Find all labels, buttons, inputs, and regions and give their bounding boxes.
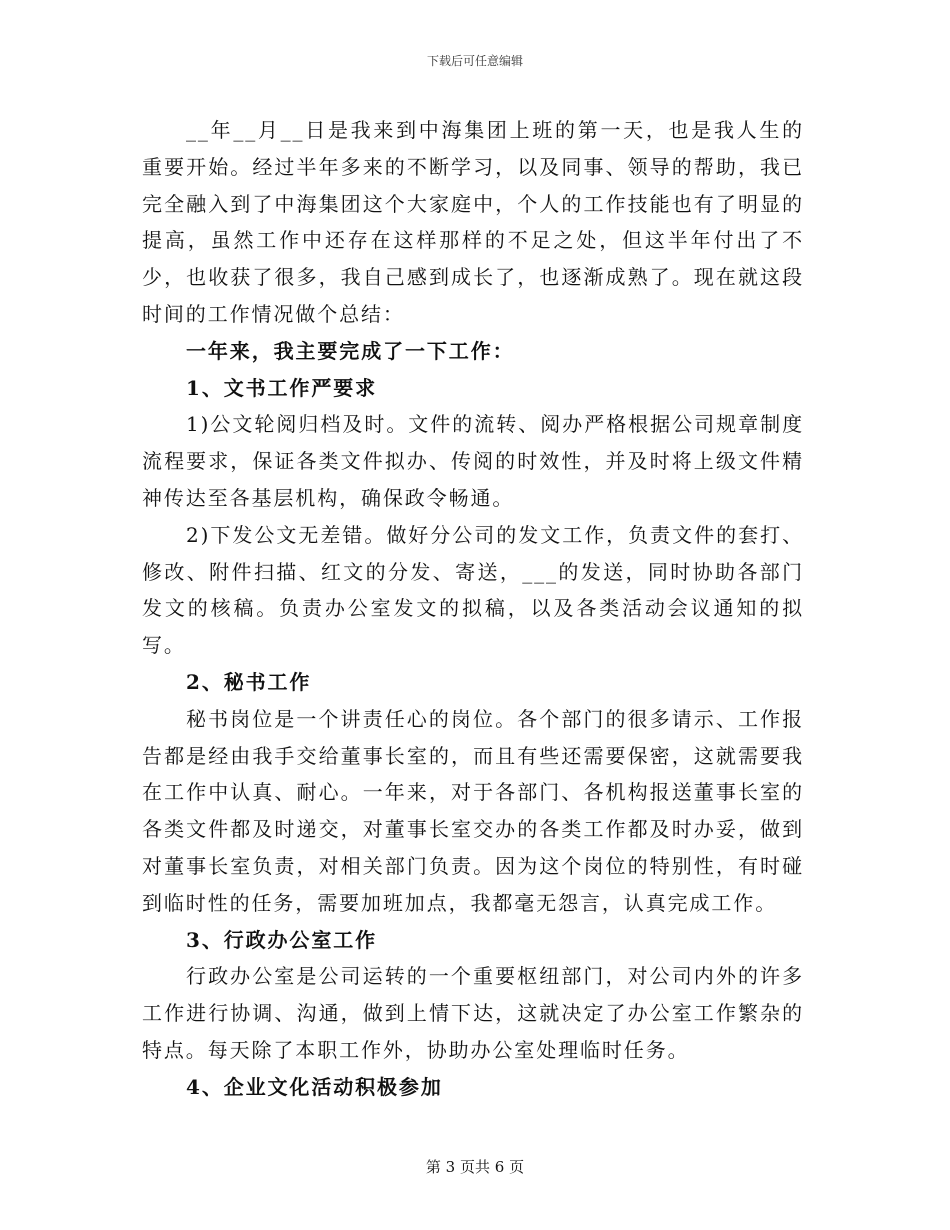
page-number: 第 3 页共 6 页 [425,1158,525,1176]
section-2-text: 秘书岗位是一个讲责任心的岗位。各个部门的很多请示、工作报告都是经由我手交给董事长室的，而且有些还需要保密，这就需要我在工作中认真、耐心。一年来，对于各部门、各机构报送董事长室的各类文件都及时递交，对董事长室交办的各类工作都及时办妥，做到对董事长室负责，对相关部门负责。因为这个岗位的特别性，有时碰到临时性的任务，需要加班加点，我都毫无怨言，认真完成工作。 [142,706,804,915]
section-1-item-2: 2)下发公文无差错。做好分公司的发文工作，负责文件的套打、修改、附件扫描、红文的分发、寄送，___的发送，同时协助各部门发文的核稿。负责办公室发文的拟稿，以及各类活动会议通知的拟写。 [142,522,804,658]
section-3-title: 3、行政办公室工作 [186,927,378,952]
section-4-title: 4、企业文化活动积极参加 [186,1074,443,1099]
section-1-item-1: 1)公文轮阅归档及时。文件的流转、阅办严格根据公司规章制度流程要求，保证各类文件拟办、传阅的时效性，并及时将上级文件精神传达至各基层机构，确保政令畅通。 [142,412,804,510]
intro-paragraph: __年__月__日是我来到中海集团上班的第一天，也是我人生的重要开始。经过半年多来的不断学习，以及同事、领导的帮助，我已完全融入到了中海集团这个大家庭中，个人的工作技能也有了明显的提高，虽然工作中还存在这样那样的不足之处，但这半年付出了不少，也收获了很多，我自己感到成长了，也逐渐成熟了。现在就这段时间的工作情况做个总结： [142,118,804,326]
section-1-title: 1、文书工作严要求 [186,375,378,400]
page-header-note: 下载后可任意编辑 [426,54,523,68]
section-2-title: 2、秘书工作 [186,669,312,694]
document-body [142,112,804,1106]
summary-heading: 一年来，我主要完成了一下工作： [186,338,515,363]
section-3-text: 行政办公室是公司运转的一个重要枢纽部门，对公司内外的许多工作进行协调、沟通，做到上情下达，这就决定了办公室工作繁杂的特点。每天除了本职工作外，协助办公室处理临时任务。 [142,964,804,1062]
